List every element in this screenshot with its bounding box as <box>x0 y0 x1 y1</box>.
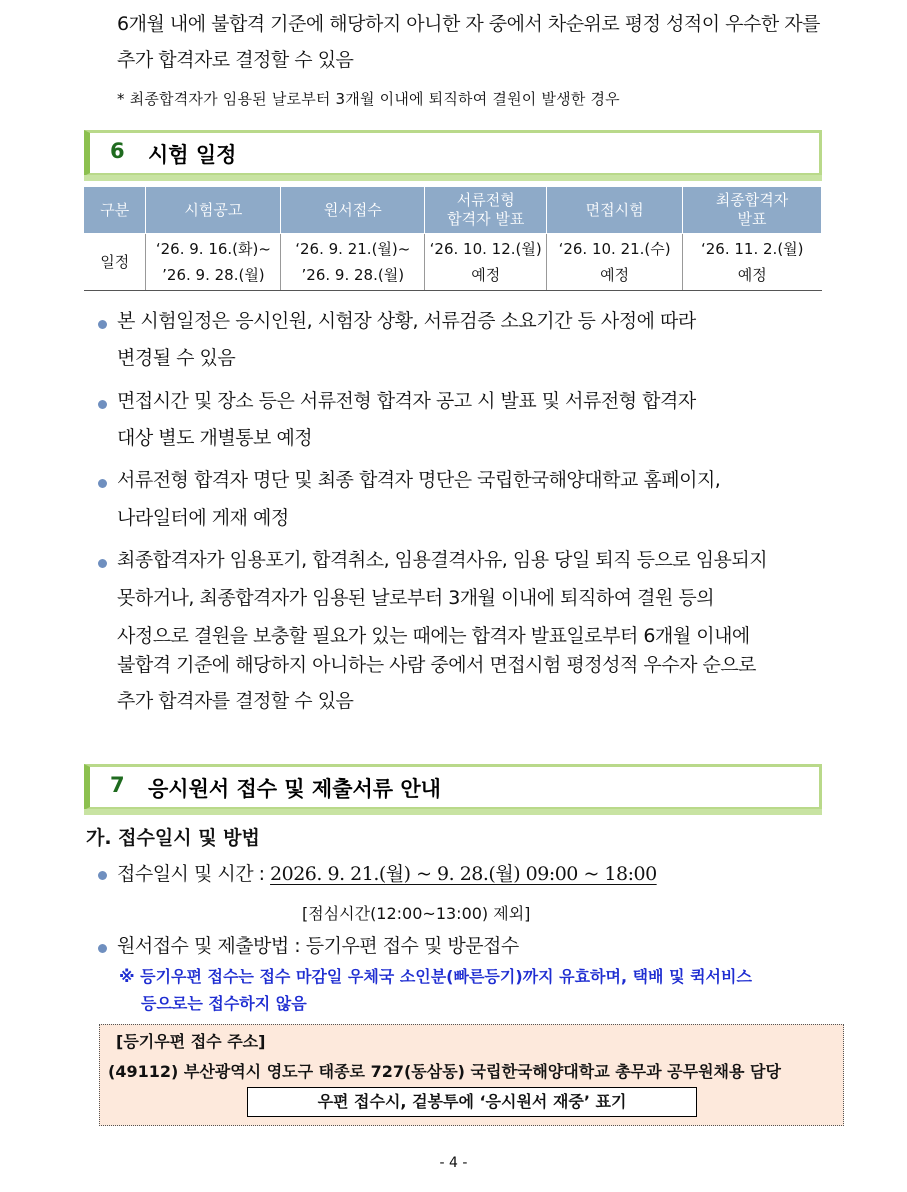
header-cell: 시험공고 <box>146 187 281 234</box>
bullet-4-line-4: 불합격 기준에 해당하지 아니하는 사람 중에서 면접시험 평정성적 우수자 순으로 <box>117 654 757 676</box>
subsection-heading: 가. 접수일시 및 방법 <box>86 827 260 849</box>
header-underline <box>84 175 822 181</box>
bullet-2-line-1: 면접시간 및 장소 등은 서류전형 합격자 공고 시 발표 및 서류전형 합격자 <box>117 390 696 412</box>
table-cell: ‘26. 9. 21.(월)~ ’26. 9. 28.(월) <box>281 234 425 291</box>
bullet-1-line-2: 변경될 수 있음 <box>117 347 236 369</box>
header-cell: 원서접수 <box>281 187 425 234</box>
table-cell: ‘26. 10. 12.(월) 예정 <box>425 234 547 291</box>
bullet-dot <box>98 320 107 329</box>
header-cell: 서류전형 합격자 발표 <box>425 187 547 234</box>
bullet-3-line-2: 나라일터에 게재 예정 <box>117 507 289 529</box>
header-cell: 구분 <box>84 187 146 234</box>
row-label: 일정 <box>84 234 146 291</box>
bullet-1-line-1: 본 시험일정은 응시인원, 시험장 상황, 서류검증 소요기간 등 사정에 따라 <box>117 310 696 332</box>
bullet-2-line-2: 대상 별도 개별통보 예정 <box>117 427 313 449</box>
header-underline <box>84 809 822 815</box>
header-cell: 최종합격자 발표 <box>683 187 822 234</box>
warning-note-line-2: 등으로는 접수하지 않음 <box>141 994 307 1013</box>
intro-line-2: 추가 합격자로 결정할 수 있음 <box>117 49 354 71</box>
bullet-dot <box>98 944 107 953</box>
schedule-table <box>84 186 822 291</box>
table-cell: ‘26. 10. 21.(수) 예정 <box>547 234 683 291</box>
header-cell: 면접시험 <box>547 187 683 234</box>
bullet-4-line-1: 최종합격자가 임용포기, 합격취소, 임용결격사유, 임용 당일 퇴직 등으로 임용되지 <box>117 549 768 571</box>
table-cell: ‘26. 11. 2.(월) 예정 <box>683 234 822 291</box>
bullet-dot <box>98 559 107 568</box>
page-number: - 4 - <box>439 1155 468 1171</box>
lunch-note: [점심시간(12:00~13:00) 제외] <box>302 904 531 923</box>
warning-note-line-1: ※ 등기우편 접수는 접수 마감일 우체국 소인분(빠른등기)까지 유효하며, 택배 및 퀵서비스 <box>119 967 752 986</box>
section-6-header <box>84 130 822 176</box>
bullet-dot <box>98 479 107 488</box>
bullet-4-line-2: 못하거나, 최종합격자가 임용된 날로부터 3개월 이내에 퇴직하여 결원 등의 <box>117 587 715 609</box>
intro-note: * 최종합격자가 임용된 날로부터 3개월 이내에 퇴직하여 결원이 발생한 경우 <box>117 90 620 108</box>
envelope-instruction: 우편 접수시, 겉봉투에 ‘응시원서 재중’ 표기 <box>247 1087 697 1117</box>
table-cell: ‘26. 9. 16.(화)~ ’26. 9. 28.(월) <box>146 234 281 291</box>
method-line: 원서접수 및 제출방법 : 등기우편 접수 및 방문접수 <box>117 935 519 957</box>
section-7-header <box>84 764 822 810</box>
bullet-dot <box>98 400 107 409</box>
address-box <box>99 1024 844 1126</box>
section-title: 응시원서 접수 및 제출서류 안내 <box>148 777 441 801</box>
section-number: 7 <box>110 773 125 797</box>
bullet-4-line-5: 추가 합격자를 결정할 수 있음 <box>117 690 354 712</box>
intro-line-1: 6개월 내에 불합격 기준에 해당하지 아니한 자 중에서 차순위로 평정 성적이 우수한 자를 <box>117 13 820 35</box>
section-number: 6 <box>110 139 125 163</box>
address-text: (49112) 부산광역시 영도구 태종로 727(동삼동) 국립한국해양대학교 총무과 공무원채용 담당 <box>108 1062 781 1081</box>
datetime-row <box>117 856 657 892</box>
bullet-dot <box>98 871 107 880</box>
datetime-label: 접수일시 및 시간 : <box>117 863 271 885</box>
bullet-4-line-3: 사정으로 결원을 보충할 필요가 있는 때에는 합격자 발표일로부터 6개월 이내에 <box>117 625 750 647</box>
bullet-3-line-1: 서류전형 합격자 명단 및 최종 합격자 명단은 국립한국해양대학교 홈페이지, <box>117 469 721 491</box>
datetime-value: 2026. 9. 21.(월) ~ 9. 28.(월) 09:00 ~ 18:00 <box>270 863 657 885</box>
section-title: 시험 일정 <box>148 143 237 167</box>
address-label: [등기우편 접수 주소] <box>116 1032 266 1051</box>
